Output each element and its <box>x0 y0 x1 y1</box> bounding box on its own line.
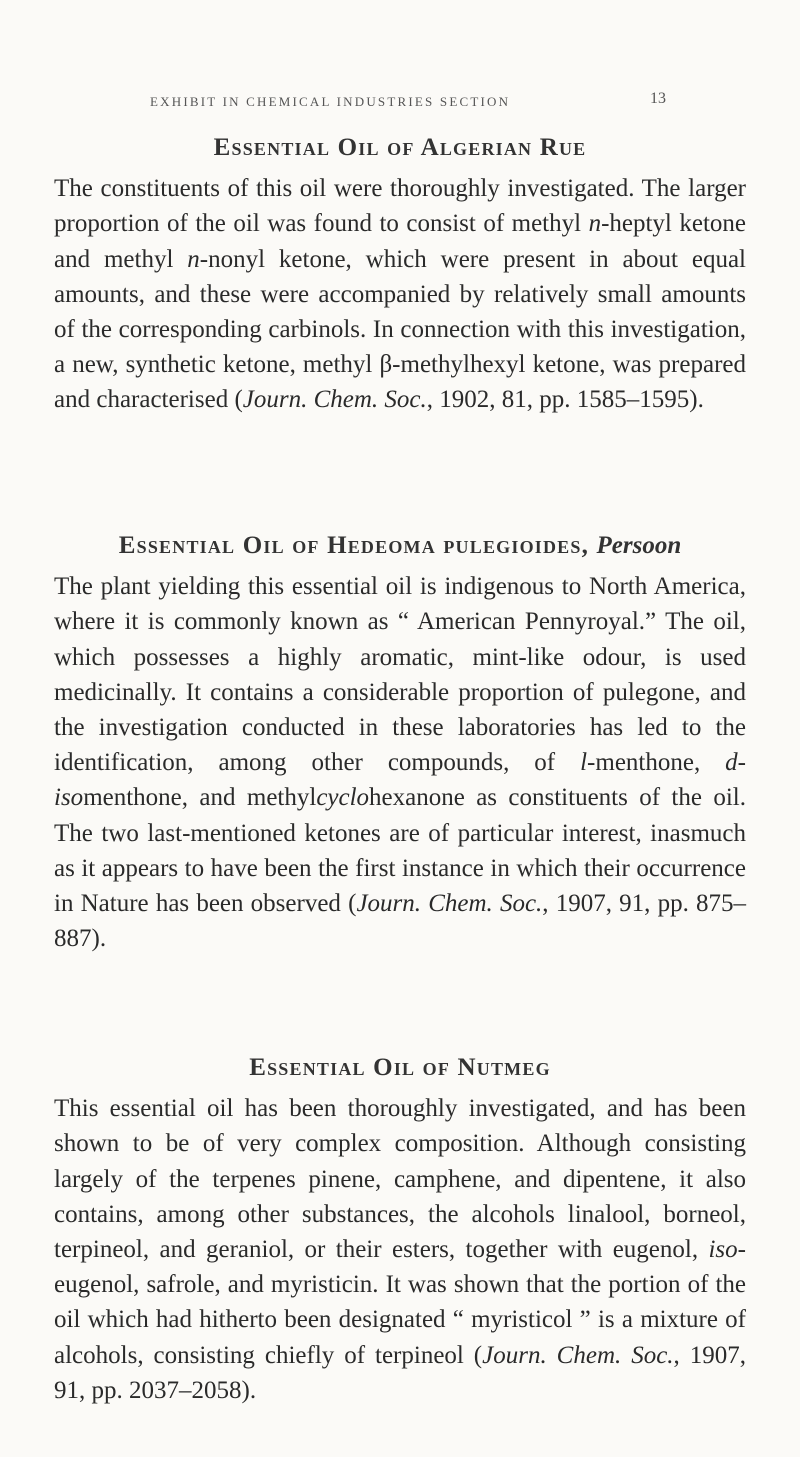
section-paragraph: This essential oil has been thoroughly investigated, and has been shown to be of very complex composition. Although consisting largely of the terpenes pinene, camphene, and dipentene, it also contains, among other substances, the alcohols linalool, borneol, terpineol, and geraniol, or their esters, together with eugenol, iso-eugenol, safrole, and myristicin. It was shown that the portion of the oil which had hitherto been designated “ myristicol ” is a mixture of alcohols, consisting chiefly of terpineol (Journ. Chem. Soc., 1907, 91, pp. 2037–2058). <box>54 1095 746 1404</box>
section-algerian-rue <box>54 130 746 418</box>
section-nutmeg <box>54 1050 746 1408</box>
journal-reference: Journ. Chem. Soc. <box>356 890 543 918</box>
author-name: Persoon <box>596 532 682 559</box>
page-number: 13 <box>650 90 666 107</box>
section-paragraph: The plant yielding this essential oil is indigenous to North America, where it is commonly known as “ American Pennyroyal.” The oil, which possesses a highly aromatic, mint-like odour, is used medicinally. It contains a considerable proportion of pulegone, and the investigation conducted in these laboratories has led to the identification, among other compounds, of l-menthone, d-isomenthone, and methylcyclohexanone as constituents of the oil. The two last-mentioned ketones are of particular interest, inasmuch as it appears to have been the first instance in which their occurrence in Nature has been observed (Journ. Chem. Soc., 1907, 91, pp. 875–887). <box>54 573 747 953</box>
journal-reference: Journ. Chem. Soc. <box>482 1341 674 1369</box>
journal-reference: Journ. Chem. Soc. <box>242 386 427 414</box>
section-paragraph: The constituents of this oil were thoroughly investigated. The larger proportion of the oil was found to consist of methyl n-heptyl ketone and methyl n-nonyl ketone, which were present in about equal amounts, and these were accompanied by relatively small amounts of the corresponding carbinols. In connection with this investigation, a new, synthetic ketone, methyl β-methylhexyl ketone, was prepared and characterised (Journ. Chem. Soc., 1902, 81, pp. 1585–1595). <box>54 175 747 414</box>
section-heading: Essential Oil of Nutmeg <box>249 1054 551 1081</box>
section-heading: Essential Oil of Algerian Rue <box>213 134 587 161</box>
section-heading: Essential Oil of Hedeoma pulegioides, Persoon <box>118 532 682 559</box>
section-hedeoma <box>54 528 746 956</box>
running-head: EXHIBIT IN CHEMICAL INDUSTRIES SECTION <box>150 94 511 109</box>
